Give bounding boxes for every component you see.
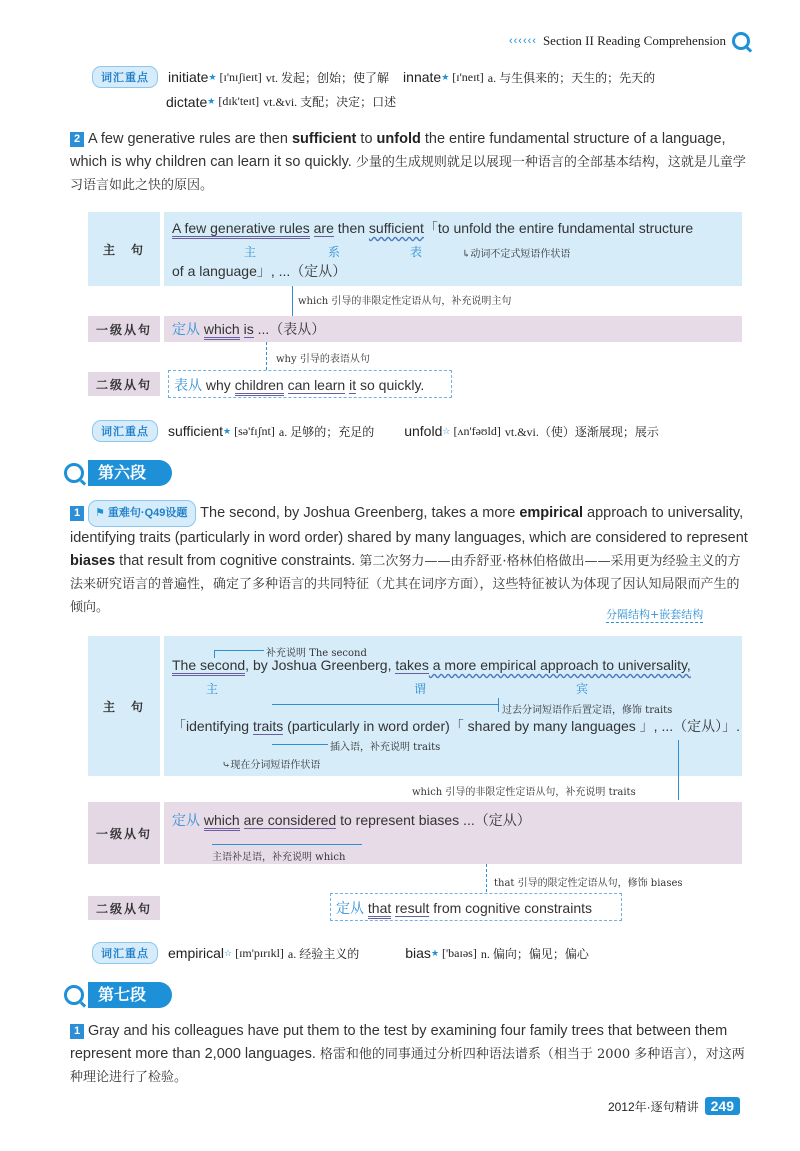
- vocab-word: unfold: [404, 423, 443, 439]
- level1-label: 一级从句: [88, 316, 160, 342]
- vocab-badge: 词汇重点: [92, 420, 158, 442]
- vocab-definition: vt.&vi.（使）逐渐展现；展示: [504, 424, 659, 439]
- main-clause-label: 主 句: [88, 636, 160, 776]
- annotation-which: which 引导的非限定性定语从句，补充说明 traits: [412, 787, 636, 798]
- magnifier-icon: [64, 985, 84, 1005]
- section-heading-6: [64, 460, 172, 486]
- object: it: [349, 377, 357, 393]
- paragraph-6: [70, 500, 750, 619]
- sentence-text: A few generative rules are then: [88, 131, 292, 147]
- footer-label: 2012年·逐句精讲: [607, 1099, 699, 1114]
- annotation-insertion: 插入语，补充说明 traits: [330, 742, 441, 753]
- keyword: empirical: [519, 505, 584, 521]
- page-footer: [608, 1097, 740, 1115]
- annotation-adverbial: ⤷现在分词短语作状语: [222, 760, 321, 771]
- verb: are: [313, 220, 334, 236]
- sentence-number: 1: [70, 506, 84, 521]
- star-icon: ★: [208, 71, 217, 82]
- sentence-text: that result from cognitive constraints.: [115, 553, 356, 569]
- connector-line: [212, 844, 362, 845]
- role-predicative: 表: [410, 245, 423, 259]
- sentence-text: 「to unfold the entire fundamental structure: [423, 220, 694, 236]
- paragraph-7: [70, 1020, 750, 1089]
- sentence-text: why: [202, 377, 235, 393]
- header-title: Section II Reading Comprehension: [542, 33, 726, 48]
- connector-line: [272, 744, 328, 745]
- sentence-text: 「identifying: [172, 718, 253, 734]
- level2-label: 二级从句: [88, 372, 160, 396]
- level1-label: 一级从句: [88, 802, 160, 864]
- connector-line: [678, 740, 679, 800]
- sentence-text: 「 shared by many languages 」, ...（定从）」.: [449, 718, 741, 734]
- sentence-text: so quickly.: [356, 377, 425, 393]
- vocab-word: empirical: [168, 945, 225, 961]
- verb: result: [395, 900, 430, 916]
- sentence-text: approach to universality, identifying traits (particularly in word order) shared by many languages, which are considered to represent: [70, 505, 748, 546]
- annotation-supplement: 补充说明 The second: [266, 648, 367, 659]
- sentence-text: the entire fundamental structure of a language, which is why children can learn it so quickly.: [70, 131, 726, 170]
- vocab-definition: a. 足够的；充足的: [278, 424, 375, 439]
- sentence-text: then: [333, 220, 369, 236]
- subject: A few generative rules: [172, 220, 310, 239]
- main-clause-line2: [172, 716, 740, 736]
- clause-tag: 定从: [172, 321, 200, 337]
- vocab-word: dictate: [166, 93, 208, 110]
- subject: The second: [172, 657, 245, 676]
- main-clause-line2: of a language」, ...（定从）: [172, 263, 347, 279]
- connector-line: [266, 342, 267, 370]
- vocab-definition: n. 偏向；偏见；偏心: [480, 946, 589, 961]
- sentence-number: 2: [70, 132, 84, 147]
- magnifier-icon: [732, 32, 750, 50]
- magnifier-icon: [64, 463, 84, 483]
- vocab-phonetic: [ʌn'fəʊld]: [453, 423, 501, 438]
- difficulty-flag: [88, 500, 196, 527]
- predicative: sufficient: [368, 220, 424, 236]
- section-heading-7: [64, 982, 172, 1008]
- connector-line: [486, 864, 487, 892]
- subject: which: [204, 321, 240, 340]
- role-object: 宾: [576, 682, 589, 696]
- main-clause-label: 主 句: [88, 212, 160, 286]
- sentence-text: (particularly in word order): [283, 718, 450, 734]
- sentence-text: to: [356, 131, 377, 147]
- vocab-definition: vt.&vi. 支配；决定；口述: [263, 95, 397, 109]
- level2-sentence: [336, 898, 592, 918]
- level2-label: 二级从句: [88, 896, 160, 920]
- star-icon: ★: [441, 71, 450, 82]
- translation: 格雷和他的同事通过分析四种语法谱系（相当于 2000 多种语言），对这两种理论进行了检验。: [70, 1047, 745, 1085]
- vocab-word: bias: [405, 945, 431, 961]
- object: a more empirical approach to universality,: [428, 657, 691, 673]
- verb: is: [243, 321, 254, 337]
- section-title: 第七段: [88, 982, 172, 1008]
- annotation-text: 动词不定式短语作状语: [470, 249, 571, 260]
- annotation-infinitive: ↳动词不定式短语作状语: [462, 249, 571, 260]
- sentence-text: Gray and his colleagues have put them to the test by examining four family trees that between them represent more than 2,000 languages.: [70, 1023, 728, 1062]
- verb: can learn: [287, 377, 346, 393]
- subject: that: [368, 900, 391, 919]
- vocab-phonetic: [ɪ'nɪʃieɪt]: [219, 69, 262, 84]
- vocab-phonetic: [dɪk'teɪt]: [218, 94, 260, 108]
- clause-tag: 定从: [172, 812, 200, 828]
- keyword: biases: [70, 553, 116, 569]
- role-copula: 系: [328, 245, 341, 259]
- vocab-word: initiate: [168, 69, 209, 85]
- role-predicate: 谓: [414, 682, 427, 696]
- level1-sentence: [172, 810, 531, 830]
- sentence-text: ...（表从）: [253, 321, 326, 337]
- clause-tag: 定从: [336, 900, 364, 916]
- star-icon: ★: [207, 96, 216, 106]
- level2-sentence: [174, 375, 424, 395]
- annotation-why: why 引导的表语从句: [276, 354, 370, 365]
- traits: traits: [252, 718, 284, 734]
- connector-line: [498, 698, 499, 712]
- vocab-definition: a. 与生俱来的；天生的；先天的: [487, 70, 656, 85]
- vocab-word: innate: [403, 69, 442, 85]
- vocab-badge: 词汇重点: [92, 942, 158, 964]
- flag-icon: ⚑: [95, 507, 108, 519]
- arrows-icon: ‹‹‹‹‹‹: [508, 35, 537, 47]
- verb: are considered: [243, 812, 337, 828]
- flag-label: 重难句·Q49设题: [107, 507, 188, 519]
- clause-tag: 表从: [174, 377, 202, 393]
- annotation-that: that 引导的限定性定语从句，修饰 biases: [494, 878, 683, 889]
- translation: 第二次努力——由乔舒亚·格林伯格做出——采用更为经验主义的方法来研究语言的普遍性，确定了多种语言的共同特征（尤其在词序方面），这些特征被认为体现了因认知局限而产生的倾向。: [70, 554, 741, 615]
- translation: 少量的生成规则就足以展现一种语言的全部基本结构，这就是儿童学习语言如此之快的原因。: [70, 155, 746, 193]
- vocab-block-3: [92, 942, 752, 964]
- connector-line: [272, 704, 498, 705]
- annotation-subject-complement: 主语补足语，补充说明 which: [212, 852, 346, 863]
- vocab-block-1: [92, 66, 752, 110]
- vocab-phonetic: [ɪ'neɪt]: [452, 69, 484, 84]
- role-subject: 主: [206, 682, 219, 696]
- connector-line: [214, 650, 264, 651]
- annotation-which: which 引导的非限定性定语从句，补充说明主句: [298, 296, 512, 307]
- star-icon: ☆: [224, 947, 233, 958]
- vocab-word: sufficient: [168, 423, 223, 439]
- annotation-past-participle: 过去分词短语作后置定语，修饰 traits: [502, 705, 673, 716]
- keyword: unfold: [376, 131, 421, 147]
- vocab-phonetic: [ɪm'pɪrɪkl]: [235, 945, 284, 960]
- page-number: 249: [705, 1097, 740, 1115]
- subject: which: [204, 812, 240, 831]
- sentence-text: to represent biases ...（定从）: [336, 812, 531, 828]
- star-icon: ★: [223, 425, 232, 436]
- section-title: 第六段: [88, 460, 172, 486]
- vocab-block-2: [92, 420, 752, 442]
- sentence-text: from cognitive constraints: [429, 900, 592, 916]
- connector-line: [292, 286, 293, 316]
- sentence-number: 1: [70, 1024, 84, 1039]
- sentence-text: The second, by Joshua Greenberg, takes a more: [196, 505, 520, 521]
- keyword: sufficient: [291, 131, 357, 147]
- vocab-definition: a. 经验主义的: [287, 946, 360, 961]
- paragraph-2: [70, 128, 750, 197]
- sentence-text: , by Joshua Greenberg,: [245, 657, 396, 673]
- vocab-phonetic: ['baɪəs]: [442, 945, 477, 960]
- vocab-badge: 词汇重点: [92, 66, 158, 88]
- vocab-phonetic: [sə'fɪʃnt]: [234, 423, 275, 438]
- page-header: [509, 30, 750, 52]
- annotation-text: 现在分词短语作状语: [230, 760, 321, 771]
- verb: takes: [395, 657, 429, 673]
- subject: children: [235, 377, 284, 396]
- vocab-definition: vt. 发起；创始；使了解: [265, 70, 390, 85]
- role-subject: 主: [244, 245, 257, 259]
- main-clause-sentence: [172, 218, 693, 238]
- main-clause-sentence: [172, 657, 691, 673]
- star-icon: ☆: [442, 425, 451, 436]
- star-icon: ★: [430, 947, 440, 958]
- structure-tag: 分隔结构+嵌套结构: [606, 608, 704, 621]
- level1-sentence: [172, 319, 325, 339]
